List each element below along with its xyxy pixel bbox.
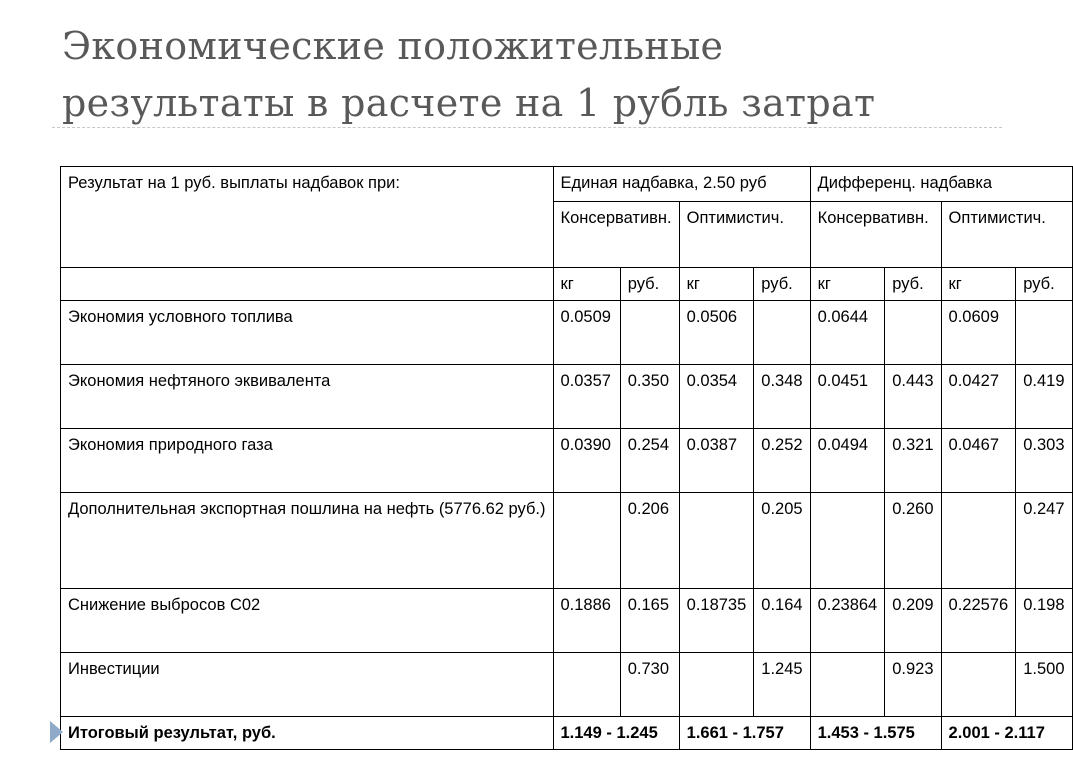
- table-cell: 0.0609: [941, 301, 1016, 365]
- subheader-conservative: Консервативн.: [810, 202, 941, 268]
- table-cell: 0.18735: [679, 589, 754, 653]
- table-cell: [620, 301, 679, 365]
- table-cell: 0.165: [620, 589, 679, 653]
- table-cell: 0.1886: [553, 589, 620, 653]
- table-cell: [941, 493, 1016, 589]
- table-cell: [941, 653, 1016, 717]
- header-row-groups: [61, 167, 1073, 202]
- table-cell: [679, 493, 754, 589]
- table-cell: 0.23864: [810, 589, 885, 653]
- total-value: 1.149 - 1.245: [553, 717, 679, 750]
- unit-rub: руб.: [1016, 268, 1072, 301]
- slide-title: [62, 18, 1002, 132]
- unit-rub: руб.: [885, 268, 941, 301]
- total-value: 1.661 - 1.757: [679, 717, 810, 750]
- units-label-cell: [61, 268, 554, 301]
- row-label: Экономия нефтяного эквивалента: [61, 365, 554, 429]
- table-row: [61, 365, 1073, 429]
- table-cell: 1.500: [1016, 653, 1072, 717]
- table-row: [61, 653, 1073, 717]
- table-row: [61, 493, 1073, 589]
- total-label: Итоговый результат, руб.: [61, 717, 554, 750]
- table-cell: [553, 653, 620, 717]
- table-cell: 0.730: [620, 653, 679, 717]
- table-cell: 0.206: [620, 493, 679, 589]
- row-label: Экономия природного газа: [61, 429, 554, 493]
- row-label: Экономия условного топлива: [61, 301, 554, 365]
- table-cell: 1.245: [754, 653, 810, 717]
- table-cell: 0.164: [754, 589, 810, 653]
- table-cell: 0.0354: [679, 365, 754, 429]
- unit-rub: руб.: [620, 268, 679, 301]
- table-cell: 0.0387: [679, 429, 754, 493]
- table-row: [61, 301, 1073, 365]
- table-row: [61, 429, 1073, 493]
- table-cell: 0.0494: [810, 429, 885, 493]
- row-label: Снижение выбросов С02: [61, 589, 554, 653]
- table-cell: 0.303: [1016, 429, 1072, 493]
- table-cell: [1016, 301, 1072, 365]
- table-cell: 0.0644: [810, 301, 885, 365]
- table-cell: 0.247: [1016, 493, 1072, 589]
- table-cell: 0.22576: [941, 589, 1016, 653]
- table-cell: 0.443: [885, 365, 941, 429]
- table-cell: [754, 301, 810, 365]
- unit-rub: руб.: [754, 268, 810, 301]
- row-label: Инвестиции: [61, 653, 554, 717]
- slide-title-line2: результаты в расчете на 1 рубль затрат: [62, 81, 876, 125]
- header-row-units: [61, 268, 1073, 301]
- table-cell: 0.198: [1016, 589, 1072, 653]
- total-row: [61, 717, 1073, 750]
- unit-kg: кг: [941, 268, 1016, 301]
- table-cell: [679, 653, 754, 717]
- total-value: 1.453 - 1.575: [810, 717, 941, 750]
- subheader-optimistic: Оптимистич.: [679, 202, 810, 268]
- row-label: Дополнительная экспортная пошлина на нефть (5776.62 руб.): [61, 493, 554, 589]
- results-table: [60, 166, 1073, 750]
- table-cell: [810, 653, 885, 717]
- unit-kg: кг: [553, 268, 620, 301]
- table-cell: 0.205: [754, 493, 810, 589]
- total-value: 2.001 - 2.117: [941, 717, 1072, 750]
- table-row: [61, 589, 1073, 653]
- subheader-optimistic: Оптимистич.: [941, 202, 1072, 268]
- table-cell: 0.260: [885, 493, 941, 589]
- slide-title-line1: Экономические положительные: [62, 24, 724, 68]
- table-cell: 0.209: [885, 589, 941, 653]
- table-cell: [553, 493, 620, 589]
- table-cell: 0.321: [885, 429, 941, 493]
- group-header-uniform: Единая надбавка, 2.50 руб: [553, 167, 810, 202]
- subheader-conservative: Консервативн.: [553, 202, 679, 268]
- table-cell: 0.0506: [679, 301, 754, 365]
- table-cell: 0.0390: [553, 429, 620, 493]
- table-cell: 0.419: [1016, 365, 1072, 429]
- table-cell: 0.252: [754, 429, 810, 493]
- table-cell: 0.923: [885, 653, 941, 717]
- unit-kg: кг: [810, 268, 885, 301]
- table-cell: 0.0467: [941, 429, 1016, 493]
- table-cell: 0.350: [620, 365, 679, 429]
- corner-label-cell: Результат на 1 руб. выплаты надбавок при:: [61, 167, 554, 268]
- table-cell: 0.348: [754, 365, 810, 429]
- unit-kg: кг: [679, 268, 754, 301]
- table-cell: 0.0357: [553, 365, 620, 429]
- group-header-differentiated: Дифференц. надбавка: [810, 167, 1072, 202]
- table-cell: [885, 301, 941, 365]
- table-cell: 0.0427: [941, 365, 1016, 429]
- bullet-arrow-icon: [50, 721, 63, 743]
- table-cell: 0.0509: [553, 301, 620, 365]
- table-cell: 0.254: [620, 429, 679, 493]
- table-cell: 0.0451: [810, 365, 885, 429]
- title-divider: [52, 127, 1002, 128]
- table-cell: [810, 493, 885, 589]
